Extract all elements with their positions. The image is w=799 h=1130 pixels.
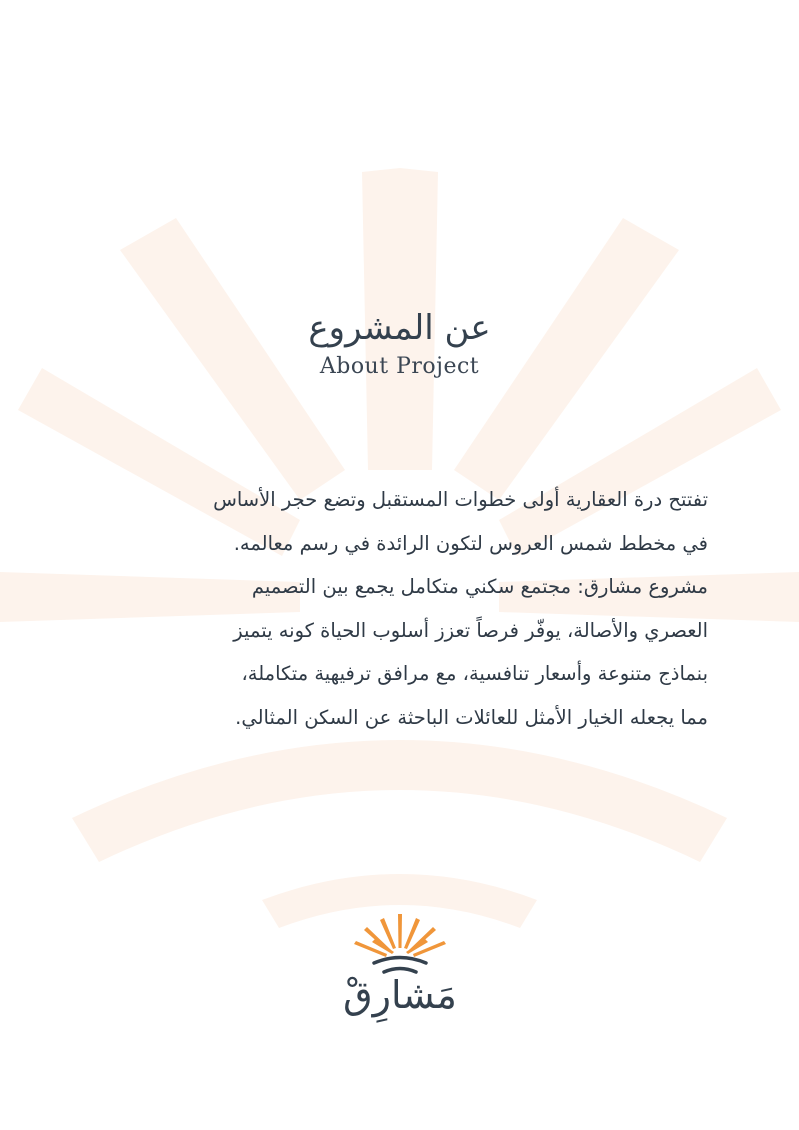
paragraph-line: مشروع مشارق: مجتمع سكني متكامل يجمع بين التصميم bbox=[251, 575, 708, 598]
page-title-arabic: عن المشروع bbox=[308, 308, 491, 348]
paragraph-line: العصري والأصالة، يوفّر فرصاً تعزز أسلوب الحياة كونه يتميز bbox=[233, 618, 708, 642]
paragraph-line: مما يجعله الخيار الأمثل للعائلات الباحثة عن السكن المثالي. bbox=[235, 705, 708, 729]
about-paragraph bbox=[90, 478, 708, 739]
brand-logo-text: مَشارِقْ bbox=[343, 973, 457, 1017]
paragraph-line: تفتتح درة العقارية أولى خطوات المستقبل وتضع حجر الأساس bbox=[213, 488, 708, 511]
page-title-english: About Project bbox=[319, 354, 480, 379]
paragraph-line: في مخطط شمس العروس لتكون الرائدة في رسم معالمه. bbox=[233, 531, 708, 555]
paragraph-line: بنماذج متنوعة وأسعار تنافسية، مع مرافق ترفيهية متكاملة، bbox=[241, 662, 708, 685]
